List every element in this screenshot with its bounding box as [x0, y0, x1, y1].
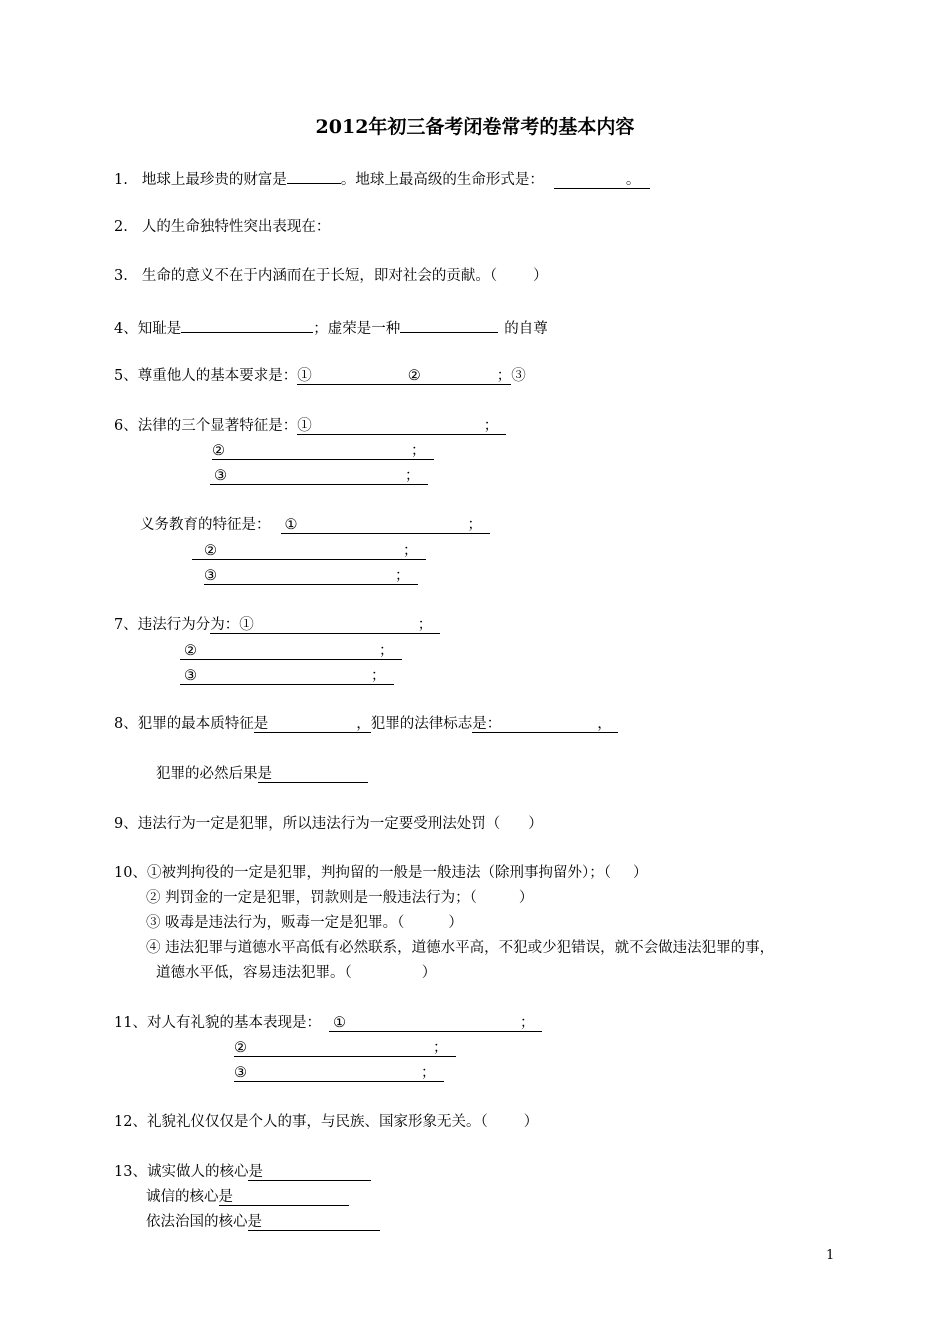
q11-text: 11、对人有礼貌的基本表现是： [114, 1015, 321, 1031]
q6-blank-3[interactable]: ③ ； [210, 468, 428, 485]
q5-text: 5、尊重他人的基本要求是： [114, 368, 298, 384]
question-6 [114, 416, 506, 436]
q7-blank-3[interactable]: ③ ； [180, 668, 394, 685]
page-title: 2012年初三备考闭卷常考的基本内容 [315, 116, 635, 138]
q8-text-a: 8、犯罪的最本质特征 [114, 716, 254, 732]
question-10-item-4: ④ 违法犯罪与道德水平高低有必然联系，道德水平高，不犯或少犯错误，就不会做违法犯罪的事， [146, 940, 775, 956]
q6-text: 6、法律的三个显著特征是： [114, 418, 298, 434]
question-9: 9、违法行为一定是犯罪，所以违法行为一定要受刑法处罚（ ） [114, 816, 543, 832]
question-11 [114, 1013, 542, 1033]
q6-blank-2[interactable]: ② ； [212, 443, 434, 460]
q11-blank-3-line [234, 1063, 444, 1083]
q4-text-c: 的自尊 [504, 321, 548, 337]
q2-number: 2. [114, 219, 128, 235]
question-6b [140, 515, 490, 535]
q7-blank-1[interactable]: 为：① ； [210, 617, 440, 634]
q4-number: 4、 [114, 321, 138, 337]
q12-text: 12、礼貌礼仪仅仅是个人的事，与民族、国家形象无关。（ [114, 1114, 488, 1130]
q13-blank-3[interactable]: 是 [248, 1214, 381, 1231]
question-10-item-3: ③ 吸毒是违法行为，贩毒一定是犯罪。（ ） [146, 915, 463, 931]
q2-text: 人的生命独特性突出表现在： [141, 219, 331, 235]
q9-text: 9、违法行为一定是犯罪，所以违法行为一定要受刑法处罚（ [114, 816, 501, 832]
q13-text-c: 依法治国的核心 [146, 1214, 248, 1230]
question-8 [114, 714, 618, 734]
question-13-line-2 [146, 1187, 349, 1207]
q8-blank-2[interactable]: 是： ， [472, 716, 618, 733]
q6b-blank-3[interactable]: ③ ； [204, 568, 418, 585]
q1-text-a: 地球上最珍贵的财富是 [141, 172, 287, 188]
q13-text-b: 诚信的核心 [146, 1189, 219, 1205]
q6-blank-1[interactable]: ① ； [297, 418, 506, 435]
q8-text-g: 犯罪的必然后果 [156, 766, 258, 782]
q7-blank-2-line [180, 641, 402, 661]
q11-blank-1[interactable]: ① ； [329, 1015, 543, 1032]
question-12: 12、礼貌礼仪仅仅是个人的事，与民族、国家形象无关。（ ） [114, 1114, 539, 1130]
q6b-blank-2[interactable]: ② ； [192, 543, 426, 560]
question-13-line-3 [146, 1212, 380, 1232]
q1-text-b: 。地球上最高级的生命形式是： [340, 172, 544, 188]
q7-blank-3-line [180, 666, 394, 686]
q13-blank-1[interactable]: 是 [248, 1164, 371, 1181]
q7-blank-2[interactable]: ② ； [180, 643, 402, 660]
q3-text: 生命的意义不在于内涵而在于长短，即对社会的贡献。（ [141, 268, 498, 284]
q11-blank-3[interactable]: ③ ； [234, 1065, 444, 1082]
q1-blank-2[interactable]: 。 [554, 172, 651, 189]
q1-blank-1[interactable] [287, 167, 341, 184]
q4-text-b: ；虚荣是一种 [313, 321, 401, 337]
q4-blank-1[interactable] [181, 316, 313, 333]
q6b-blank-2-line [192, 541, 426, 561]
page-number: 1 [826, 1248, 835, 1263]
question-4 [114, 316, 548, 339]
question-5: 5、尊重他人的基本要求是：① ② ；③ [114, 368, 526, 384]
q6b-blank-1[interactable]: ① ； [281, 517, 491, 534]
q5-blank[interactable]: ① ② ； [297, 368, 512, 384]
question-7 [114, 615, 440, 635]
question-13 [114, 1162, 371, 1182]
question-10-item-2: ② 判罚金的一定是犯罪，罚款则是一般违法行为；（ ） [146, 890, 534, 906]
q8-text-d: 犯罪的法律标志 [370, 716, 473, 732]
q13-blank-2[interactable]: 是 [219, 1189, 350, 1206]
question-3: 3. 生命的意义不在于内涵而在于长短，即对社会的贡献。（ ） [114, 268, 548, 284]
q4-text-a: 知耻是 [137, 321, 182, 337]
q11-blank-2[interactable]: ② ； [234, 1040, 456, 1057]
question-10-item-1: 10、①被判拘役的一定是犯罪，判拘留的一般是一般违法（除刑事拘留外）；（ ） [114, 865, 648, 881]
q6b-blank-3-line [204, 566, 418, 586]
question-8-line-2 [156, 764, 368, 784]
q11-blank-2-line [234, 1038, 456, 1058]
question-1 [114, 167, 650, 190]
q6-blank-2-line [212, 441, 434, 461]
q13-text-a: 13、诚实做人的核心 [114, 1164, 249, 1180]
q6b-text: 义务教育的特征是： [140, 517, 271, 533]
question-2 [114, 217, 330, 237]
q7-text: 7、违法行为分 [114, 617, 211, 633]
question-10-item-4-cont: 道德水平低，容易违法犯罪。（ ） [156, 965, 437, 981]
q8-blank-1[interactable]: 是 ， [253, 716, 371, 732]
q4-blank-2[interactable] [400, 316, 498, 333]
q6-blank-3-line [210, 466, 428, 486]
q8-blank-3[interactable]: 是 [258, 766, 369, 783]
q3-number: 3. [114, 268, 128, 284]
q1-number: 1. [114, 172, 128, 188]
